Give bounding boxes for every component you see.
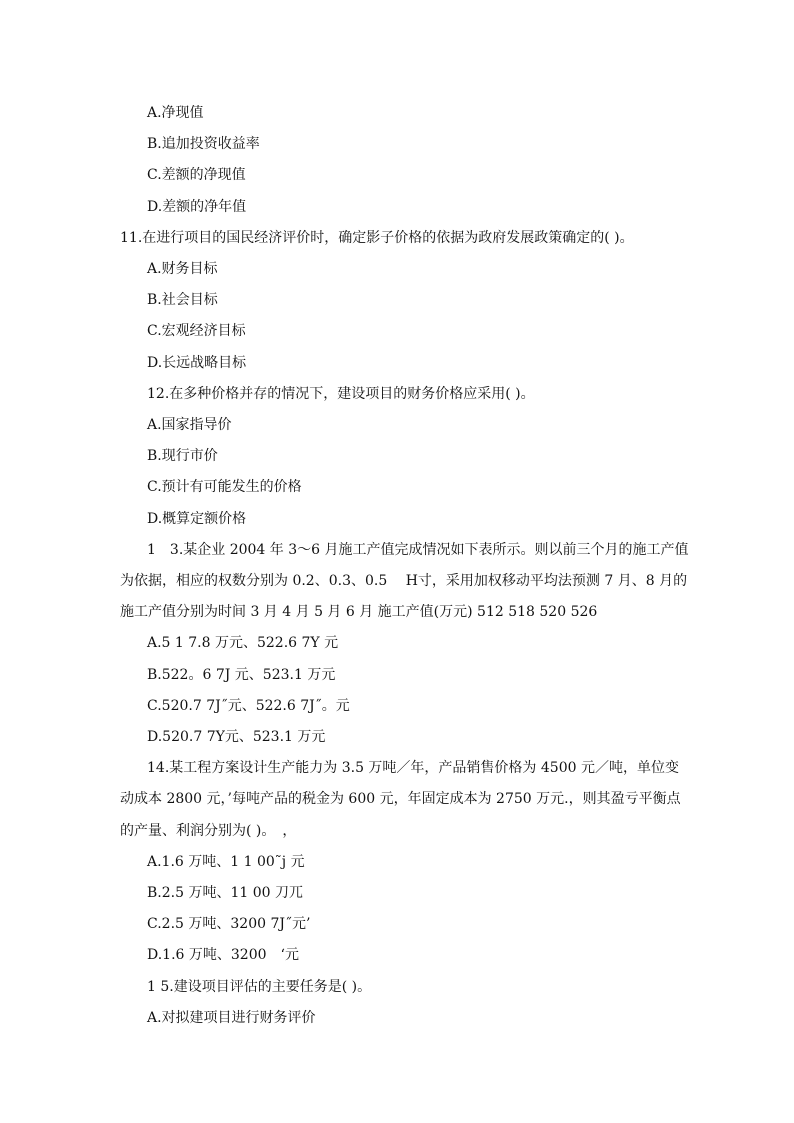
q13-option-a: A.5 1 7.8 万元、522.6 7Y 元: [147, 635, 339, 651]
q14-stem-line-3: 的产量、利润分别为( )。 ，: [120, 823, 297, 839]
q14-option-c: C.2.5 万吨、3200 7J˝元’: [147, 916, 311, 932]
q14-option-a: A.1.6 万吨、1 1 00˜j 元: [147, 854, 305, 870]
q11-stem: 11.在进行项目的国民经济评价时，确定影子价格的依据为政府发展政策确定的( )。: [120, 230, 634, 246]
q12-option-d: D.概算定额价格: [147, 511, 247, 527]
q13-option-b: B.522。6 7J 元、523.1 万元: [147, 667, 336, 683]
q11-option-b: B.社会目标: [147, 292, 218, 308]
q14-option-b: B.2.5 万吨、11 00 刀兀: [147, 885, 303, 901]
q13-stem-line-1: 1 3.某企业 2004 年 3～6 月施工产值完成情况如下表所示。则以前三个月的施工产值: [147, 542, 689, 558]
q10-option-c: C.差额的净现值: [147, 167, 246, 183]
q11-option-a: A.财务目标: [147, 261, 218, 277]
q14-stem-line-2: 动成本 2800 元，’每吨产品的税金为 600 元，年固定成本为 2750 万元.，则其盈亏平衡点: [120, 791, 681, 807]
q11-option-c: C.宏观经济目标: [147, 323, 246, 339]
q12-option-a: A.国家指导价: [147, 417, 232, 433]
q14-stem-line-1: 14.某工程方案设计生产能力为 3.5 万吨／年，产品销售价格为 4500 元／吨，单位变: [147, 760, 679, 776]
q15-option-a: A.对拟建项目进行财务评价: [147, 1010, 316, 1026]
q12-stem: 12.在多种价格并存的情况下，建设项目的财务价格应采用( )。: [147, 386, 535, 402]
q13-option-c: C.520.7 7J˝元、522.6 7J˝。元: [147, 698, 350, 714]
q13-stem-line-3: 施工产值分别为时间 3 月 4 月 5 月 6 月 施工产值(万元) 512 518 520 526: [120, 604, 598, 620]
q12-option-b: B.现行市价: [147, 448, 218, 464]
q10-option-b: B.追加投资收益率: [147, 136, 260, 152]
q10-option-a: A.净现值: [147, 105, 204, 121]
q14-option-d: D.1.6 万吨、3200 ‘元: [147, 947, 299, 963]
q15-stem: 1 5.建设项目评估的主要任务是( )。: [147, 979, 372, 995]
q12-option-c: C.预计有可能发生的价格: [147, 479, 302, 495]
q13-stem-line-2: 为依据，相应的权数分别为 0.2、0.3、0.5 H寸，采用加权移动平均法预测 7 月、8 月的: [120, 573, 688, 589]
q10-option-d: D.差额的净年值: [147, 199, 247, 215]
q13-option-d: D.520.7 7Y元、523.1 万元: [147, 729, 326, 745]
q11-option-d: D.长远战略目标: [147, 355, 247, 371]
